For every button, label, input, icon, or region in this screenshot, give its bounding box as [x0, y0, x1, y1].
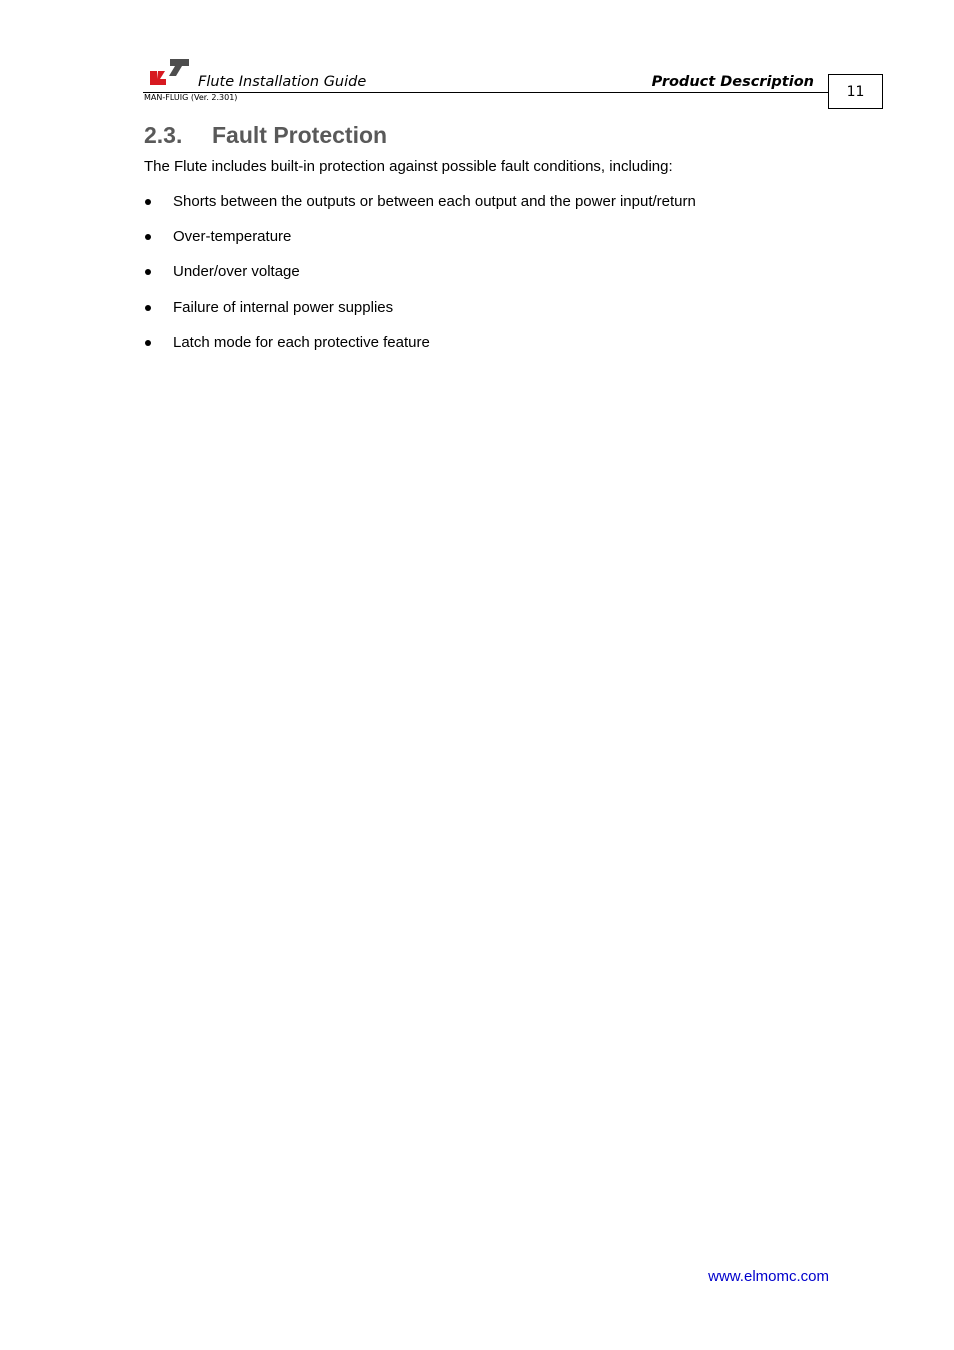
- chapter-name: Product Description: [651, 74, 814, 90]
- document-title: Flute Installation Guide: [198, 74, 367, 90]
- list-item: [144, 298, 696, 333]
- section-title: Fault Protection: [212, 122, 388, 148]
- header-divider: [143, 92, 829, 93]
- list-item-text: Failure of internal power supplies: [173, 298, 394, 316]
- section-number: 2.3.: [144, 122, 183, 148]
- list-item-text: Over-temperature: [173, 228, 292, 246]
- document-code: MAN-FLUIG (Ver. 2.301): [144, 93, 238, 102]
- fault-list: [144, 192, 696, 368]
- list-item-text: Shorts between the outputs or between each output and the power input/return: [173, 193, 696, 210]
- section-heading: [144, 119, 387, 151]
- list-item: [144, 227, 696, 262]
- page-number-box: [828, 74, 883, 109]
- list-item-text: Latch mode for each protective feature: [173, 333, 430, 351]
- website-link[interactable]: www.elmomc.com: [708, 1268, 829, 1285]
- list-item: [144, 192, 696, 227]
- intro-paragraph: The Flute includes built-in protection against possible fault conditions, including:: [144, 158, 673, 175]
- elmo-logo-icon: [148, 57, 190, 87]
- page-number: 11: [846, 83, 865, 100]
- list-item: [144, 262, 696, 297]
- list-item: [144, 333, 696, 368]
- list-item-text: Under/over voltage: [173, 263, 300, 281]
